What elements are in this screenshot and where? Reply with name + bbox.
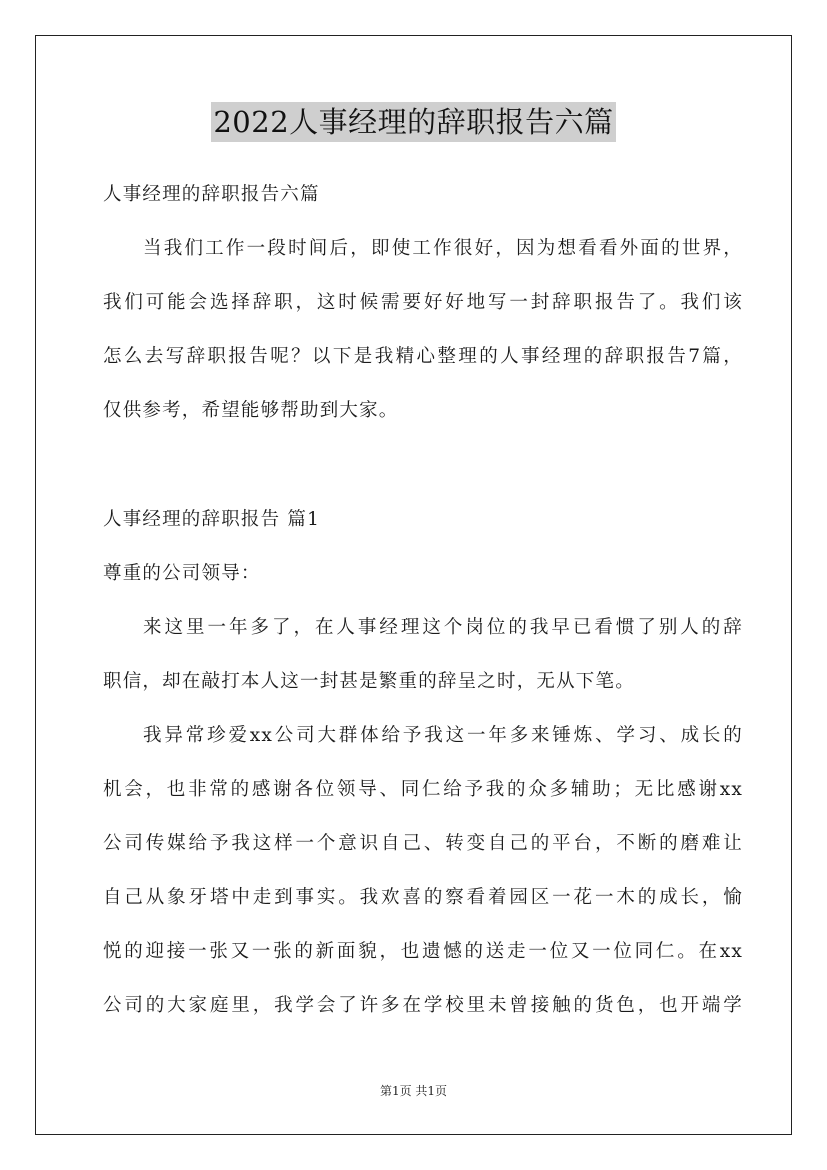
intro-line: 仅供参考，希望能够帮助到大家。 xyxy=(103,400,399,421)
paragraph-line: 我异常珍爱xx公司大群体给予我这一年多来锤炼、学习、成长的 xyxy=(143,725,743,746)
intro-line: 怎么去写辞职报告呢？以下是我精心整理的人事经理的辞职报告7篇， xyxy=(103,346,743,367)
intro-line: 当我们工作一段时间后，即使工作很好，因为想看看外面的世界， xyxy=(143,238,743,259)
salutation: 尊重的公司领导： xyxy=(103,563,261,584)
document-title: 2022人事经理的辞职报告六篇 xyxy=(211,102,615,142)
paragraph-line: 悦的迎接一张又一张的新面貌，也遗憾的送走一位又一位同仁。在xx xyxy=(103,941,743,962)
page-number-footer: 第1页 共1页 xyxy=(379,1084,448,1098)
paragraph-line: 公司传媒给予我这样一个意识自己、转变自己的平台，不断的磨难让 xyxy=(103,833,743,854)
intro-line: 我们可能会选择辞职，这时候需要好好地写一封辞职报告了。我们该 xyxy=(103,292,743,313)
section-heading: 人事经理的辞职报告 篇1 xyxy=(103,509,321,530)
paragraph-line: 来这里一年多了，在人事经理这个岗位的我早已看惯了别人的辞 xyxy=(143,617,743,638)
paragraph-line: 职信，却在敲打本人这一封甚是繁重的辞呈之时，无从下笔。 xyxy=(103,671,635,692)
paragraph-line: 自己从象牙塔中走到事实。我欢喜的察看着园区一花一木的成长，愉 xyxy=(103,887,743,908)
title-container xyxy=(0,102,827,142)
paragraph-line: 机会，也非常的感谢各位领导、同仁给予我的众多辅助；无比感谢xx xyxy=(103,779,743,800)
document-subtitle: 人事经理的辞职报告六篇 xyxy=(103,184,320,205)
paragraph-line: 公司的大家庭里，我学会了许多在学校里未曾接触的货色，也开端学 xyxy=(103,995,743,1016)
